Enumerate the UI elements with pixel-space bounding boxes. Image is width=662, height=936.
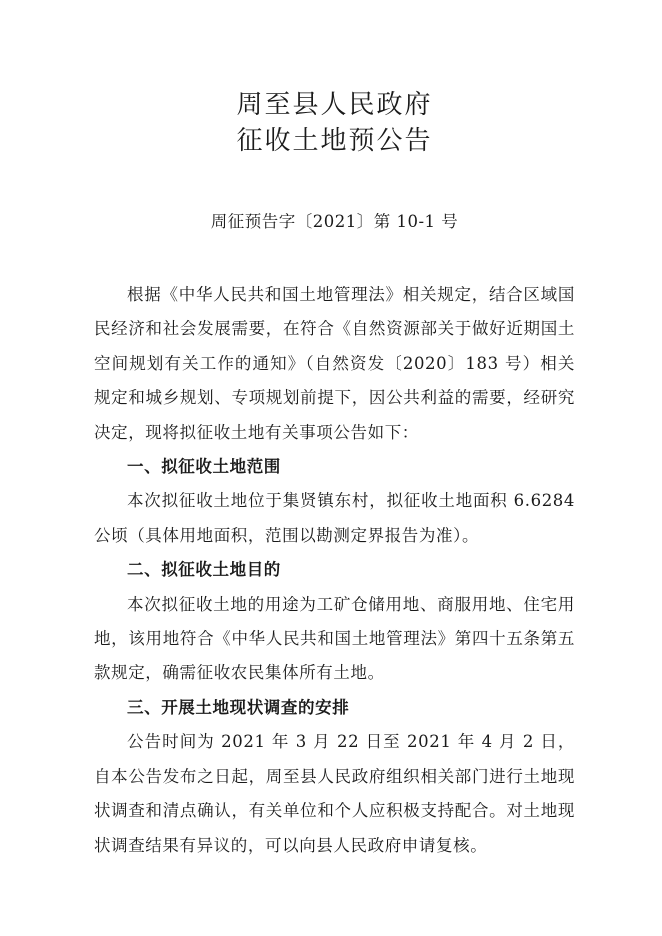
section-scope (94, 450, 575, 553)
section-text: 本次拟征收土地位于集贤镇东村，拟征收土地面积 6.6284 公顷（具体用地面积，范围以勘测定界报告为准）。 (94, 491, 575, 545)
section-text: 公告时间为 2021 年 3 月 22 日至 2021 年 4 月 2 日，自本公告发布之日起，周至县人民政府组织相关部门进行土地现状调查和清点确认，有关单位和个人应积极支持配合。对土地现状调查结果有异议的，可以向县人民政府申请复核。 (94, 732, 575, 855)
document-title: 征收土地预公告 (236, 126, 433, 156)
section-heading: 二、拟征收土地目的 (127, 560, 281, 580)
section-text: 本次拟征收土地的用途为工矿仓储用地、商服用地、住宅用地，该用地符合《中华人民共和国土地管理法》第四十五条第五款规定，确需征收农民集体所有土地。 (94, 594, 575, 683)
section-purpose (94, 553, 575, 691)
section-heading: 一、拟征收土地范围 (127, 457, 281, 477)
section-heading: 三、开展土地现状调查的安排 (127, 697, 350, 717)
document-body (94, 278, 575, 863)
intro-paragraph: 根据《中华人民共和国土地管理法》相关规定，结合区域国民经济和社会发展需要，在符合《自然资源部关于做好近期国土空间规划有关工作的通知》（自然资发〔2020〕183 号）相关规定和城乡规划、专项规划前提下，因公共利益的需要，经研究决定，现将拟征收土地有关事项公告如下： (94, 285, 575, 442)
document-number: 周征预告字〔2021〕第 10-1 号 (210, 212, 459, 231)
issuer-title: 周至县人民政府 (236, 90, 433, 120)
section-survey (94, 691, 575, 863)
